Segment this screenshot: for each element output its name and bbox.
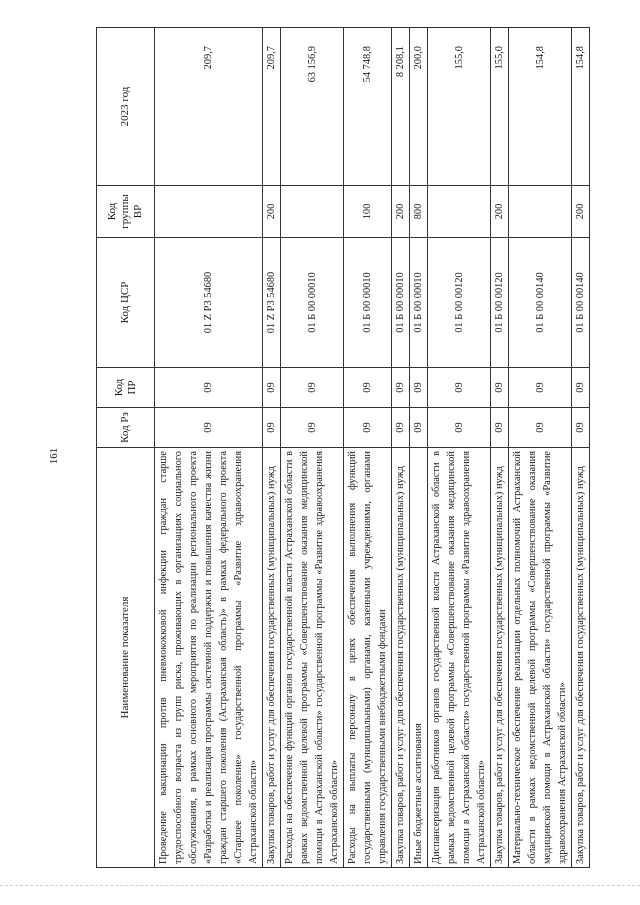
header-year: 2023 год <box>97 28 155 186</box>
table-header-row <box>97 28 155 868</box>
cell-year-value: 154,8 <box>572 28 590 186</box>
cell-year-value: 155,0 <box>428 28 491 186</box>
table-row <box>344 28 392 868</box>
cell-csr: 01 Z P3 54680 <box>263 238 281 368</box>
cell-vr: 200 <box>392 186 410 238</box>
rotated-table-wrapper <box>96 28 586 868</box>
cell-pr: 09 <box>263 368 281 408</box>
cell-pr: 09 <box>344 368 392 408</box>
cell-vr: 100 <box>344 186 392 238</box>
cell-pr: 09 <box>155 368 263 408</box>
cell-rz: 09 <box>428 408 491 448</box>
cell-pr: 09 <box>509 368 572 408</box>
cell-name: Иные бюджетные ассигнования <box>410 448 428 868</box>
cell-year-value: 209,7 <box>155 28 263 186</box>
header-vr: Код группы ВР <box>97 186 155 238</box>
table-row <box>281 28 344 868</box>
table-row <box>392 28 410 868</box>
cell-name: Закупка товаров, работ и услуг для обеспечения государственных (муниципальных) нужд <box>392 448 410 868</box>
cell-csr: 01 Б 00 00010 <box>392 238 410 368</box>
cell-vr <box>155 186 263 238</box>
cell-rz: 09 <box>509 408 572 448</box>
budget-table <box>96 27 590 868</box>
table-row <box>572 28 590 868</box>
page-number: 161 <box>48 447 60 465</box>
cell-rz: 09 <box>263 408 281 448</box>
cell-rz: 09 <box>572 408 590 448</box>
cell-rz: 09 <box>392 408 410 448</box>
cell-name: Расходы на обеспечение функций органов государственной власти Астраханской области в рамках ведомственной целевой программы «Совершенствование оказания медицинской помощи в Астраханской области» государственной программы «Развитие здравоохранения Астраханской области» <box>281 448 344 868</box>
cell-csr: 01 Б 00 00010 <box>344 238 392 368</box>
cell-vr: 200 <box>263 186 281 238</box>
cell-rz: 09 <box>155 408 263 448</box>
cell-rz: 09 <box>491 408 509 448</box>
cell-csr: 01 Б 00 00140 <box>572 238 590 368</box>
cell-year-value: 200,0 <box>410 28 428 186</box>
cell-vr: 200 <box>491 186 509 238</box>
header-rz: Код Рз <box>97 408 155 448</box>
cell-name: Диспансеризация работников органов государственной власти Астраханской области в рамках ведомственной целевой программы «Совершенствование оказания медицинской помощи в Астраханской области» государственной программы «Развитие здравоохранения Астраханской области» <box>428 448 491 868</box>
table-row <box>263 28 281 868</box>
cell-pr: 09 <box>572 368 590 408</box>
cell-vr <box>428 186 491 238</box>
cell-csr: 01 Б 00 00140 <box>509 238 572 368</box>
header-csr: Код ЦСР <box>97 238 155 368</box>
header-name: Наименование показателя <box>97 448 155 868</box>
cell-vr <box>281 186 344 238</box>
cell-name: Закупка товаров, работ и услуг для обеспечения государственных (муниципальных) нужд <box>572 448 590 868</box>
cell-pr: 09 <box>428 368 491 408</box>
cell-rz: 09 <box>410 408 428 448</box>
table-row <box>491 28 509 868</box>
cell-csr: 01 Б 00 00010 <box>281 238 344 368</box>
cell-vr <box>509 186 572 238</box>
header-pr: Код ПР <box>97 368 155 408</box>
cell-rz: 09 <box>281 408 344 448</box>
cell-rz: 09 <box>344 408 392 448</box>
cell-year-value: 154,8 <box>509 28 572 186</box>
cell-year-value: 155,0 <box>491 28 509 186</box>
cell-vr: 200 <box>572 186 590 238</box>
cell-name: Закупка товаров, работ и услуг для обеспечения государственных (муниципальных) нужд <box>263 448 281 868</box>
cell-year-value: 8 208,1 <box>392 28 410 186</box>
cell-csr: 01 Б 00 00120 <box>491 238 509 368</box>
cell-year-value: 54 748,8 <box>344 28 392 186</box>
table-row <box>509 28 572 868</box>
table-body <box>155 28 590 868</box>
cell-name: Расходы на выплаты персоналу в целях обеспечения выполнения функций государственными (муниципальными) органами, казенными учреждениями, органами управления государственными внебюджетными фондами <box>344 448 392 868</box>
cell-year-value: 209,7 <box>263 28 281 186</box>
cell-name: Проведение вакцинации против пневмококковой инфекции граждан старше трудоспособного возраста из групп риска, проживающих в организациях социального обслуживания, в рамках основного мероприятия по реализации регионального проекта «Разработка и реализация программы системной поддержки и повышения качества жизни граждан старшего поколения (Астраханская область)» в рамках федерального проекта «Старшее поколение» государственной программы «Развитие здравоохранения Астраханской области» <box>155 448 263 868</box>
cell-pr: 09 <box>392 368 410 408</box>
table-row <box>428 28 491 868</box>
cell-name: Закупка товаров, работ и услуг для обеспечения государственных (муниципальных) нужд <box>491 448 509 868</box>
table-row <box>410 28 428 868</box>
cell-pr: 09 <box>491 368 509 408</box>
page-bottom-rule <box>0 885 640 886</box>
table-row <box>155 28 263 868</box>
cell-csr: 01 Б 00 00010 <box>410 238 428 368</box>
cell-pr: 09 <box>410 368 428 408</box>
cell-name: Материально-техническое обеспечение реализации отдельных полномочий Астраханской области в рамках ведомственной целевой программы «Совершенствование оказания медицинской помощи в Астраханской области» государственной программы «Развитие здравоохранения Астраханской области» <box>509 448 572 868</box>
cell-vr: 800 <box>410 186 428 238</box>
cell-year-value: 63 156,9 <box>281 28 344 186</box>
cell-csr: 01 Б 00 00120 <box>428 238 491 368</box>
cell-csr: 01 Z P3 54680 <box>155 238 263 368</box>
cell-pr: 09 <box>281 368 344 408</box>
